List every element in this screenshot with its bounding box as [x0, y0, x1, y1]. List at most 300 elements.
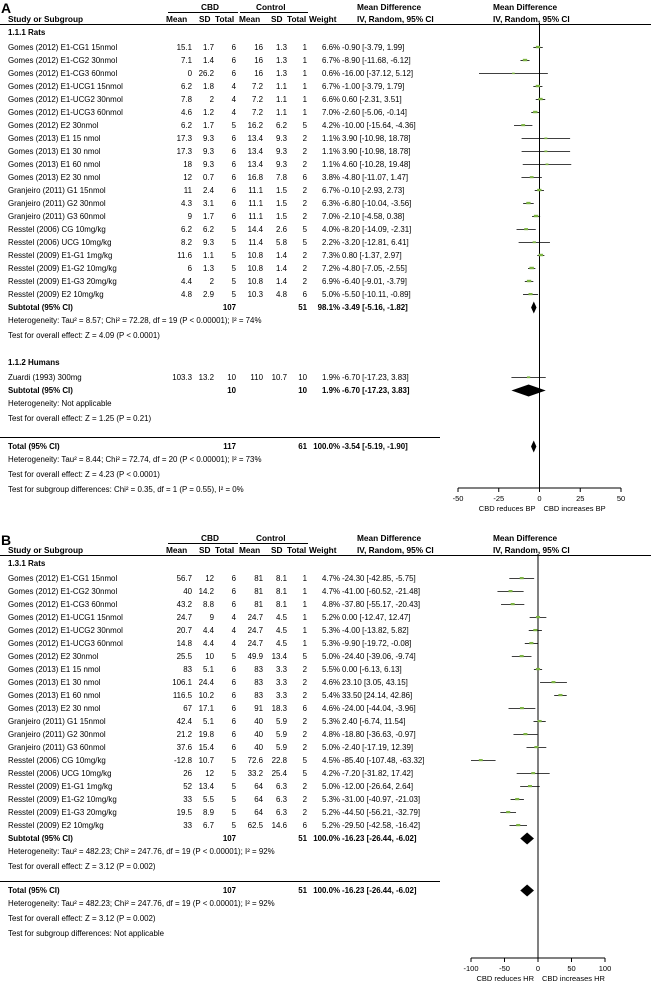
cell-t1: 6 — [231, 43, 236, 52]
cell-s2: 5.9 — [276, 743, 287, 752]
cell-s2: 1.4 — [276, 277, 287, 286]
cell-ci: -31.00 [-40.97, -21.03] — [342, 795, 421, 804]
cell-s2: 4.5 — [276, 626, 287, 635]
subgroup-test-text: Test for subgroup differences: Chi² = 0.35, df = 1 (P = 0.55), I² = 0% — [8, 485, 244, 494]
cell-s2: 9.3 — [276, 134, 287, 143]
cell-m2: 10.8 — [247, 251, 263, 260]
cell-w: 1.9% — [322, 386, 340, 395]
cell-s2: 3.3 — [276, 678, 287, 687]
cell-study: Zuardi (1993) 300mg — [8, 373, 82, 382]
cell-m1: 6.2 — [181, 121, 192, 130]
cell-s2: 1.1 — [276, 95, 287, 104]
cell-s1: 2.4 — [203, 186, 214, 195]
cell-m2: 7.2 — [252, 95, 263, 104]
x-tick-label: 50 — [616, 494, 626, 503]
cell-w: 5.2% — [322, 613, 340, 622]
cell-m2: 16.2 — [247, 121, 263, 130]
cell-s2: 1.3 — [276, 56, 287, 65]
cell-m1: 26 — [183, 769, 192, 778]
cell-s1: 26.2 — [198, 69, 214, 78]
cell-ci: -2.60 [-5.06, -0.14] — [342, 108, 407, 117]
cell-w: 5.0% — [322, 743, 340, 752]
cell-t1: 6 — [231, 147, 236, 156]
cell-ci: 2.40 [-6.74, 11.54] — [342, 717, 406, 726]
cell-study: Granjeiro (2011) G3 60nmol — [8, 212, 106, 221]
cell-study: Gomes (2012) E2 30nmol — [8, 121, 99, 130]
cell-t2: 5 — [302, 225, 307, 234]
cell-w: 6.7% — [322, 82, 340, 91]
cell-m1: 17.3 — [176, 147, 192, 156]
cell-t2: 6 — [302, 173, 307, 182]
cell-s1: 6.7 — [203, 821, 214, 830]
cell-w: 7.2% — [322, 264, 340, 273]
cell-study: Resstel (2009) E2 10mg/kg — [8, 821, 104, 830]
cell-m2: 49.9 — [247, 652, 263, 661]
cell-w: 7.3% — [322, 251, 340, 260]
cell-w: 5.0% — [322, 782, 340, 791]
cell-ci: -8.20 [-14.09, -2.31] — [342, 225, 412, 234]
cell-w: 4.7% — [322, 574, 340, 583]
cell-study: Gomes (2012) E1-UCG3 60nmol — [8, 108, 123, 117]
cell-ci: -7.20 [-31.82, 17.42] — [342, 769, 414, 778]
cell-ci: -0.10 [-2.93, 2.73] — [342, 186, 405, 195]
cell-t1: 107 — [222, 886, 236, 895]
plot-title: Mean Difference — [493, 2, 558, 12]
cell-study: Gomes (2012) E1-UCG2 30nmol — [8, 626, 123, 635]
cell-ci: 3.90 [-10.98, 18.78] — [342, 147, 411, 156]
cell-s2: 3.3 — [276, 665, 287, 674]
cell-s2: 25.4 — [271, 769, 287, 778]
cell-m2: 72.6 — [247, 756, 263, 765]
cell-m1: 21.2 — [176, 730, 192, 739]
cell-study: Total (95% CI) — [8, 442, 60, 451]
x-tick-label: -25 — [493, 494, 505, 503]
cell-s1: 5.5 — [203, 795, 214, 804]
cell-m1: 19.5 — [176, 808, 192, 817]
study-header: Study or Subgroup — [8, 545, 84, 555]
group-title: 1.3.1 Rats — [8, 559, 46, 568]
heterogeneity-text: Heterogeneity: Not applicable — [8, 399, 112, 408]
cell-ci: -6.40 [-9.01, -3.79] — [342, 277, 407, 286]
cell-s2: 9.3 — [276, 147, 287, 156]
total-header: Total — [215, 14, 235, 24]
cell-ci: -3.20 [-12.81, 6.41] — [342, 238, 409, 247]
cell-w: 4.8% — [322, 730, 340, 739]
cell-t1: 4 — [231, 626, 236, 635]
cell-m2: 11.1 — [248, 199, 263, 208]
cell-m1: 4.4 — [181, 277, 192, 286]
study-marker — [538, 720, 542, 722]
cell-s2: 8.1 — [276, 587, 287, 596]
cell-s1: 4.4 — [203, 626, 214, 635]
cell-study: Gomes (2012) E2 30nmol — [8, 652, 99, 661]
cell-m1: 24.7 — [176, 613, 192, 622]
cell-s1: 10 — [205, 652, 214, 661]
cell-s2: 1.4 — [276, 264, 287, 273]
cell-m2: 10.8 — [247, 277, 263, 286]
cell-s1: 13.2 — [198, 373, 214, 382]
cell-study: Resstel (2006) UCG 10mg/kg — [8, 769, 112, 778]
cell-study: Granjeiro (2011) G2 30nmol — [8, 199, 106, 208]
cell-s1: 9.3 — [203, 160, 214, 169]
cell-t2: 2 — [302, 212, 307, 221]
cell-s2: 18.3 — [271, 704, 287, 713]
cell-w: 6.6% — [322, 43, 340, 52]
cell-s1: 5.1 — [203, 717, 214, 726]
cell-m1: 18 — [183, 160, 192, 169]
cell-study: Gomes (2012) E1-CG2 30nmol — [8, 56, 118, 65]
control-header: Control — [256, 2, 286, 12]
cell-study: Gomes (2013) E2 30 nmol — [8, 704, 101, 713]
cell-t1: 6 — [231, 56, 236, 65]
cell-t1: 6 — [231, 160, 236, 169]
cell-s1: 1.3 — [203, 264, 214, 273]
plot-title: Mean Difference — [493, 533, 558, 543]
cell-t2: 1 — [302, 69, 307, 78]
x-tick-label: -50 — [499, 964, 510, 973]
md-method: IV, Random, 95% CI — [357, 14, 434, 24]
cell-m1: 106.1 — [172, 678, 192, 687]
cell-s2: 4.5 — [276, 613, 287, 622]
cell-s1: 1.4 — [203, 56, 214, 65]
cell-ci: 0.60 [-2.31, 3.51] — [342, 95, 402, 104]
cell-ci: -2.10 [-4.58, 0.38] — [342, 212, 405, 221]
cell-t2: 2 — [302, 717, 307, 726]
cell-ci: -6.70 [-17.23, 3.83] — [342, 386, 410, 395]
cell-study: Granjeiro (2011) G3 60nmol — [8, 743, 106, 752]
cell-s2: 13.4 — [271, 652, 287, 661]
study-marker — [546, 164, 549, 166]
cell-m2: 11.4 — [248, 238, 263, 247]
cell-study: Gomes (2012) E1-UCG3 60nmol — [8, 639, 123, 648]
cell-t1: 5 — [231, 808, 236, 817]
cell-s1: 12 — [205, 574, 214, 583]
cell-t2: 2 — [302, 160, 307, 169]
cell-t2: 1 — [302, 56, 307, 65]
study-marker — [520, 577, 524, 579]
cell-m2: 64 — [254, 782, 263, 791]
cell-s1: 3.1 — [203, 199, 214, 208]
study-marker — [530, 176, 534, 178]
cell-t1: 4 — [231, 95, 236, 104]
cell-t2: 1 — [302, 95, 307, 104]
cell-t1: 6 — [231, 186, 236, 195]
cell-ci: -3.54 [-5.19, -1.90] — [342, 442, 408, 451]
cell-w: 4.6% — [322, 704, 340, 713]
cell-w: 5.3% — [322, 717, 340, 726]
summary-diamond — [531, 302, 536, 314]
cell-m1: 4.6 — [181, 108, 192, 117]
cell-ci: 4.60 [-10.28, 19.48] — [342, 160, 411, 169]
cell-t1: 6 — [231, 69, 236, 78]
cell-ci: -8.90 [-11.68, -6.12] — [342, 56, 411, 65]
cell-s2: 1.1 — [276, 82, 287, 91]
cell-t1: 6 — [231, 743, 236, 752]
cell-study: Gomes (2012) E1-UCG2 30nmol — [8, 95, 123, 104]
cell-t2: 2 — [302, 743, 307, 752]
study-marker — [526, 202, 530, 204]
study-marker — [520, 655, 524, 657]
cell-m2: 10.8 — [247, 264, 263, 273]
overall-effect-text: Test for overall effect: Z = 4.23 (P < 0.0001) — [8, 470, 160, 479]
cell-w: 5.5% — [322, 665, 340, 674]
cell-m2: 7.2 — [252, 108, 263, 117]
overall-effect-text: Test for overall effect: Z = 4.09 (P < 0.0001) — [8, 331, 160, 340]
cell-t1: 5 — [231, 225, 236, 234]
cell-ci: -6.80 [-10.04, -3.56] — [342, 199, 412, 208]
study-marker — [537, 189, 541, 191]
forest-plot-b — [0, 528, 651, 992]
cell-s2: 1.3 — [276, 69, 287, 78]
cell-m1: 4.3 — [181, 199, 192, 208]
md-method: IV, Random, 95% CI — [357, 545, 434, 555]
cell-study: Total (95% CI) — [8, 886, 60, 895]
mean-header: Mean — [166, 14, 188, 24]
cell-m1: 14.8 — [176, 639, 192, 648]
cell-m2: 13.4 — [247, 134, 263, 143]
cell-t2: 5 — [302, 652, 307, 661]
cell-ci: -0.90 [-3.79, 1.99] — [342, 43, 405, 52]
study-marker — [536, 668, 540, 670]
cell-m1: 15.1 — [176, 43, 192, 52]
study-marker — [529, 267, 533, 269]
cell-ci: -4.80 [-7.05, -2.55] — [342, 264, 407, 273]
study-marker — [523, 59, 527, 61]
cell-study: Resstel (2009) E1-G3 20mg/kg — [8, 277, 117, 286]
cell-t1: 6 — [231, 730, 236, 739]
cell-s1: 5.1 — [203, 665, 214, 674]
cell-t2: 2 — [302, 147, 307, 156]
study-marker — [527, 280, 531, 282]
cell-t2: 1 — [302, 613, 307, 622]
study-marker — [536, 616, 540, 618]
cell-t2: 10 — [298, 373, 307, 382]
favours-left-label: CBD reduces HR — [476, 974, 534, 983]
study-marker — [520, 707, 524, 709]
study-marker — [529, 642, 533, 644]
subgroup-test-text: Test for subgroup differences: Not applicable — [8, 929, 165, 938]
study-marker — [479, 759, 483, 761]
x-tick-label: 25 — [576, 494, 585, 503]
panel-label: B — [1, 532, 12, 548]
cell-m1: -12.8 — [174, 756, 192, 765]
cell-s2: 1.4 — [276, 251, 287, 260]
cell-m2: 13.4 — [247, 160, 263, 169]
cell-ci: -44.50 [-56.21, -32.79] — [342, 808, 421, 817]
summary-diamond — [531, 441, 536, 453]
cell-w: 4.0% — [322, 225, 340, 234]
favours-right-label: CBD increases BP — [543, 504, 606, 513]
cell-s1: 9 — [209, 613, 214, 622]
cell-ci: -29.50 [-42.58, -16.42] — [342, 821, 421, 830]
cell-m1: 40 — [183, 587, 192, 596]
cell-ci: -24.30 [-42.85, -5.75] — [342, 574, 416, 583]
cell-t2: 1 — [302, 639, 307, 648]
cell-t2: 2 — [302, 808, 307, 817]
cell-t2: 1 — [302, 43, 307, 52]
cell-s2: 8.1 — [276, 574, 287, 583]
cell-m1: 6.2 — [181, 82, 192, 91]
cell-m1: 56.7 — [176, 574, 192, 583]
cell-t1: 5 — [231, 290, 236, 299]
cell-t2: 2 — [302, 186, 307, 195]
cell-m2: 16.8 — [247, 173, 263, 182]
cell-study: Resstel (2009) E1-G1 1mg/kg — [8, 251, 113, 260]
overall-effect-text: Test for overall effect: Z = 3.12 (P = 0.002) — [8, 914, 156, 923]
cell-s2: 3.3 — [276, 691, 287, 700]
cell-s2: 1.5 — [276, 186, 287, 195]
cell-ci: -6.70 [-17.23, 3.83] — [342, 373, 409, 382]
cell-study: Gomes (2013) E2 30 nmol — [8, 173, 101, 182]
cell-m1: 7.8 — [181, 95, 192, 104]
cell-t2: 51 — [298, 303, 307, 312]
cell-w: 5.2% — [322, 808, 340, 817]
cell-w: 1.9% — [322, 373, 340, 382]
favours-right-label: CBD increases HR — [542, 974, 605, 983]
cell-s1: 6.2 — [203, 225, 214, 234]
cell-s2: 10.7 — [271, 373, 287, 382]
cell-s1: 2.9 — [203, 290, 214, 299]
cell-m1: 6 — [187, 264, 192, 273]
cell-m1: 7.1 — [181, 56, 192, 65]
study-marker — [509, 590, 513, 592]
cell-s1: 14.2 — [198, 587, 214, 596]
study-marker — [534, 215, 538, 217]
cell-study: Gomes (2013) E1 30 nmol — [8, 678, 101, 687]
cell-m1: 4.8 — [181, 290, 192, 299]
cell-s1: 1.8 — [203, 82, 214, 91]
cell-s2: 5.9 — [276, 730, 287, 739]
cell-w: 7.0% — [322, 108, 340, 117]
cell-m2: 64 — [254, 808, 263, 817]
cell-s1: 0.7 — [203, 173, 214, 182]
cell-w: 5.3% — [322, 795, 340, 804]
cell-w: 4.8% — [322, 600, 340, 609]
cell-s1: 9.3 — [203, 134, 214, 143]
cell-ci: 33.50 [24.14, 42.86] — [342, 691, 413, 700]
cell-ci: -10.00 [-15.64, -4.36] — [342, 121, 416, 130]
cell-s2: 1.5 — [276, 212, 287, 221]
cell-t1: 5 — [231, 652, 236, 661]
study-marker — [544, 138, 547, 140]
cell-t2: 2 — [302, 199, 307, 208]
cell-m2: 24.7 — [247, 639, 263, 648]
panel-b — [0, 528, 651, 992]
cell-s2: 5.9 — [276, 717, 287, 726]
cell-t2: 10 — [298, 386, 307, 395]
cell-t1: 5 — [231, 264, 236, 273]
cell-w: 2.2% — [322, 238, 340, 247]
cell-m1: 42.4 — [176, 717, 192, 726]
cell-m2: 13.4 — [247, 147, 263, 156]
cell-w: 4.6% — [322, 678, 340, 687]
cell-study: Gomes (2012) E1-CG2 30nmol — [8, 587, 118, 596]
cell-t1: 10 — [227, 386, 236, 395]
cell-t1: 6 — [231, 665, 236, 674]
cell-w: 3.8% — [322, 173, 340, 182]
cell-s2: 2.6 — [276, 225, 287, 234]
cell-t1: 4 — [231, 639, 236, 648]
summary-diamond — [520, 885, 534, 897]
cell-s1: 17.1 — [198, 704, 214, 713]
cell-ci: 0.00 [-6.13, 6.13] — [342, 665, 402, 674]
cell-study: Gomes (2012) E1-UCG1 15nmol — [8, 613, 123, 622]
cell-ci: 23.10 [3.05, 43.15] — [342, 678, 408, 687]
cell-w: 100.0% — [313, 886, 340, 895]
cell-t1: 5 — [231, 769, 236, 778]
study-marker — [512, 73, 515, 74]
cell-t1: 5 — [231, 277, 236, 286]
cell-w: 4.7% — [322, 587, 340, 596]
cell-w: 5.0% — [322, 652, 340, 661]
cell-t2: 6 — [302, 704, 307, 713]
plot-method: IV, Random, 95% CI — [493, 14, 570, 24]
cell-study: Granjeiro (2011) G1 15nmol — [8, 717, 106, 726]
cell-t1: 5 — [231, 782, 236, 791]
cell-s1: 12 — [205, 769, 214, 778]
cell-m1: 67 — [183, 704, 192, 713]
cell-m2: 14.4 — [247, 225, 263, 234]
cell-m1: 20.7 — [176, 626, 192, 635]
cell-m2: 81 — [254, 574, 263, 583]
cell-t1: 6 — [231, 199, 236, 208]
cell-w: 5.2% — [322, 821, 340, 830]
cell-t2: 2 — [302, 665, 307, 674]
cell-t2: 2 — [302, 277, 307, 286]
cell-study: Gomes (2013) E1 15 nmol — [8, 665, 101, 674]
sd-header-control: SD — [271, 545, 283, 555]
cell-w: 100.0% — [313, 834, 340, 843]
cell-t2: 2 — [302, 782, 307, 791]
cell-study: Subtotal (95% CI) — [8, 834, 73, 843]
overall-effect-text: Test for overall effect: Z = 3.12 (P = 0.002) — [8, 862, 156, 871]
study-marker — [536, 85, 540, 87]
cell-ci: -16.23 [-26.44, -6.02] — [342, 834, 417, 843]
study-marker — [511, 603, 515, 605]
cell-study: Resstel (2009) E1-G3 20mg/kg — [8, 808, 117, 817]
cell-ci: 3.90 [-10.98, 18.78] — [342, 134, 411, 143]
cell-t1: 6 — [231, 587, 236, 596]
study-marker — [533, 241, 536, 243]
cell-t1: 6 — [231, 173, 236, 182]
cell-t2: 5 — [302, 238, 307, 247]
cell-m2: 62.5 — [247, 821, 263, 830]
cell-t2: 1 — [302, 574, 307, 583]
cell-m1: 37.6 — [176, 743, 192, 752]
cell-s2: 4.5 — [276, 639, 287, 648]
study-marker — [558, 694, 562, 696]
cell-ci: -2.40 [-17.19, 12.39] — [342, 743, 414, 752]
cell-m2: 40 — [254, 730, 263, 739]
cell-w: 4.5% — [322, 756, 340, 765]
cell-m1: 12 — [183, 173, 192, 182]
favours-left-label: CBD reduces BP — [478, 504, 536, 513]
cell-t1: 4 — [231, 108, 236, 117]
cell-m2: 16 — [254, 56, 263, 65]
cell-ci: -9.90 [-19.72, -0.08] — [342, 639, 412, 648]
cell-s1: 19.8 — [198, 730, 214, 739]
cell-m1: 33 — [183, 795, 192, 804]
mean-header-control: Mean — [239, 14, 261, 24]
heterogeneity-text: Heterogeneity: Tau² = 482.23; Chi² = 247.76, df = 19 (P < 0.00001); I² = 92% — [8, 899, 275, 908]
cell-w: 4.2% — [322, 121, 340, 130]
sd-header: SD — [199, 14, 211, 24]
cell-w: 6.6% — [322, 95, 340, 104]
cell-t1: 5 — [231, 821, 236, 830]
cell-t2: 5 — [302, 756, 307, 765]
x-tick-label: 50 — [567, 964, 576, 973]
cell-s2: 6.3 — [276, 782, 287, 791]
